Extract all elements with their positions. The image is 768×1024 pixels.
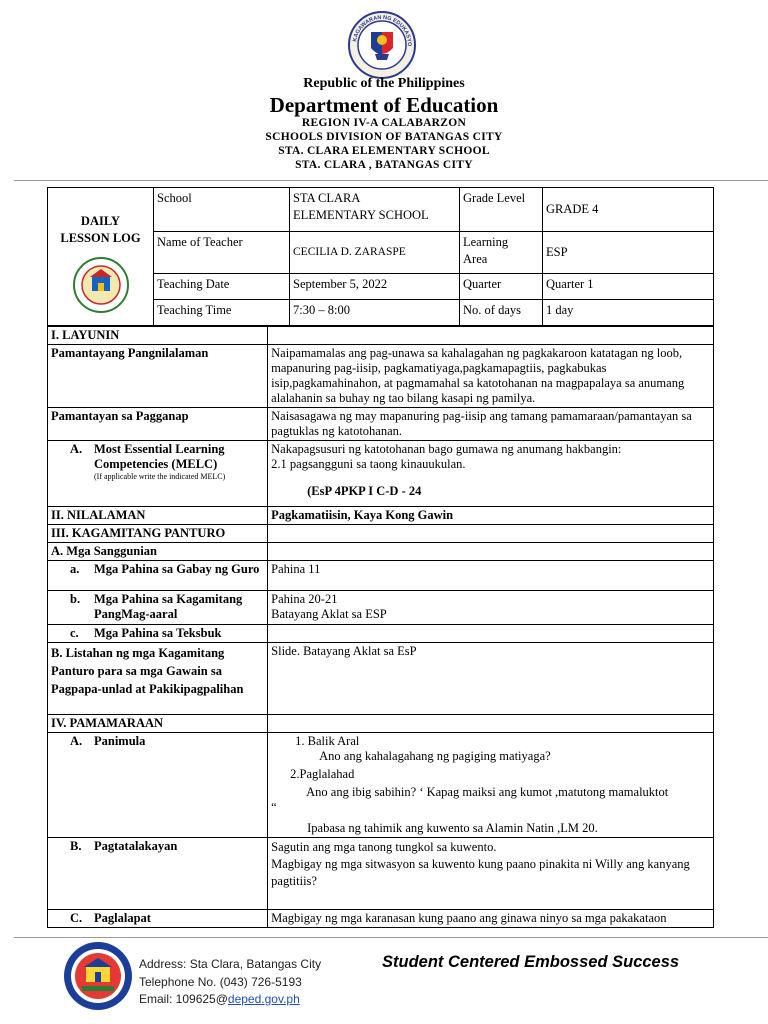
deped-seal-logo [347,10,417,80]
paglalapat-text: Magbigay ng mga karanasan kung paano ang ginawa ninyo sa mga pakakataon [268,910,714,928]
pangnilalaman-text: Naipamamalas ang pag-unawa sa kahalagahan ng pagkakaroon katatagan ng loob, mapanuring pag-iisip, pagkamatiyaga,pagkamapagtiis, pagkabukas isip,pagkamahinahon, at pagmamahal sa katotohanan na magpapalaya sa anumang alalahanin sa buhay ng tao bilang kasapi ng pamilya. [268,345,714,408]
talakayan-label-cell [48,838,268,910]
melc-text-2: 2.1 pagsangguni sa taong kinauukulan. [271,457,466,471]
panimula-line-1: 1. Balik Aral [295,734,360,748]
email-domain-link[interactable]: deped.gov.ph [227,992,300,1006]
melc-text-cell [268,441,714,507]
melc-key: A. [70,442,83,456]
melc-text-1: Nakapagsusuri ng katotohanan bago gumawa ng anumang hakbangin: [271,442,622,456]
panimula-line-6: Ipabasa ng tahimik ang kuwento sa Alamin Natin ,LM 20. [307,821,598,835]
republic-line: Republic of the Philippines [303,76,465,91]
footer-divider [14,937,768,938]
teacher-value: CECILIA D. ZARASPE [290,232,460,274]
area-label-line1: Learning [463,235,509,249]
melc-note: (If applicable write the indicated MELC) [94,472,226,481]
paglalapat-label-cell [48,910,268,928]
magaaral-label-cell [48,591,268,625]
lesson-content-table [47,326,714,928]
talakayan-line-2: Magbigay ng mga sitwasyon sa kuwento kung paano pinakita ni Willy ang kanyang pagtitiis? [271,857,690,888]
paglalapat-label: Paglalapat [94,911,151,925]
quarter-label: Quarter [460,274,543,300]
grade-value: GRADE 4 [543,188,714,232]
magaaral-text-cell [268,591,714,625]
quarter-value: Quarter 1 [543,274,714,300]
layunin-empty [268,327,714,345]
footer-address: Address: Sta Clara, Batangas City [139,957,322,971]
days-label: No. of days [460,300,543,326]
gabay-key: a. [70,562,80,576]
listahan-label: B. Listahan ng mga Kagamitang Panturo para sa mga Gawain sa Pagpapa-unlad at Pakikipagpalihan [48,643,268,715]
pamamaraan-label: IV. PAMAMARAAN [48,715,268,733]
sanggunian-label: A. Mga Sanggunian [48,543,268,561]
footer-telephone: Telephone No. (043) 726-5193 [139,975,302,989]
pamamaraan-empty [268,715,714,733]
days-value: 1 day [543,300,714,326]
school-footer-logo [62,940,134,1012]
panimula-line-2: Ano ang kahalagahang ng pagiging matiyaga? [319,749,551,763]
time-value: 7:30 – 8:00 [290,300,460,326]
nilalaman-text: Pagkamatiisin, Kaya Kong Gawin [268,507,714,525]
header-divider [14,180,768,181]
school-line: STA. CLARA ELEMENTARY SCHOOL [278,145,490,157]
dll-title-2: LESSON LOG [60,230,141,245]
panimula-line-3: 2.Paglalahad [290,767,355,781]
teksbuk-label: Mga Pahina sa Teksbuk [94,626,222,640]
gabay-text: Pahina 11 [268,561,714,591]
teksbuk-key: c. [70,626,79,640]
magaaral-text-1: Pahina 20-21 [271,592,338,606]
gabay-label-cell [48,561,268,591]
nilalaman-label: II. NILALAMAN [48,507,268,525]
school-motto: Student Centered Embossed Success [382,953,680,971]
pagganap-label: Pamantayan sa Pagganap [48,408,268,441]
kagamitan-label: III. KAGAMITANG PANTURO [48,525,268,543]
panimula-key: A. [70,734,83,748]
panimula-text-cell [268,733,714,838]
area-label [460,232,543,274]
melc-code: (EsP 4PKP I C-D - 24 [307,484,422,498]
teksbuk-empty [268,625,714,643]
layunin-heading: I. LAYUNIN [48,327,268,345]
panimula-line-5: “ [271,800,277,814]
magaaral-text-2: Batayang Aklat sa ESP [271,607,387,621]
panimula-label-cell [48,733,268,838]
kagamitan-empty [268,525,714,543]
panimula-line-4: Ano ang ibig sabihin? ‘ Kapag maiksi ang kumot ,matutong mamaluktot [306,785,669,799]
dll-title-1: DAILY [80,213,121,228]
pagganap-text: Naisasagawa ng may mapanuring pag-iisip ang tamang pamamaraan/pamantayan sa pagtuklas ng katotohanan. [268,408,714,441]
pangnilalaman-label: Pamantayang Pangnilalaman [48,345,268,408]
dll-cell [48,188,154,326]
melc-label-cell [48,441,268,507]
time-label: Teaching Time [154,300,290,326]
magaaral-label: Mga Pahina sa Kagamitang PangMag-aaral [94,592,243,621]
footer-email-prefix: Email: 109625@ [139,992,228,1006]
talakayan-key: B. [70,839,82,853]
division-line: SCHOOLS DIVISION OF BATANGAS CITY [265,131,503,143]
talakayan-text-cell [268,838,714,910]
talakayan-line-1: Sagutin ang mga tanong tungkol sa kuwento. [271,840,497,854]
area-value: ESP [543,232,714,274]
region-line: REGION IV-A CALABARZON [301,117,467,129]
teacher-label: Name of Teacher [154,232,290,274]
talakayan-label: Pagtatalakayan [94,839,178,853]
date-value: September 5, 2022 [290,274,460,300]
school-label: School [154,188,290,232]
school-value [290,188,460,232]
school-value-line1: STA CLARA [293,191,361,205]
grade-label: Grade Level [460,188,543,232]
date-label: Teaching Date [154,274,290,300]
magaaral-key: b. [70,592,81,606]
paglalapat-key: C. [70,911,83,925]
lesson-info-table [47,187,714,326]
department-title: Department of Education [269,93,499,117]
gabay-label: Mga Pahina sa Gabay ng Guro [94,562,260,576]
footer-email [139,992,300,1006]
school-logo [65,255,137,315]
listahan-text: Slide. Batayang Aklat sa EsP [268,643,714,715]
svg-text:KAGAWARAN NG EDUKASYON: KAGAWARAN NG EDUKASYO [352,14,413,47]
teksbuk-label-cell [48,625,268,643]
melc-label: Most Essential Learning Competencies (MELC) [94,442,225,471]
address-line: STA. CLARA , BATANGAS CITY [295,159,473,171]
school-value-line2: ELEMENTARY SCHOOL [293,208,429,222]
area-label-line2: Area [463,252,488,266]
panimula-label: Panimula [94,734,146,748]
sanggunian-empty [268,543,714,561]
